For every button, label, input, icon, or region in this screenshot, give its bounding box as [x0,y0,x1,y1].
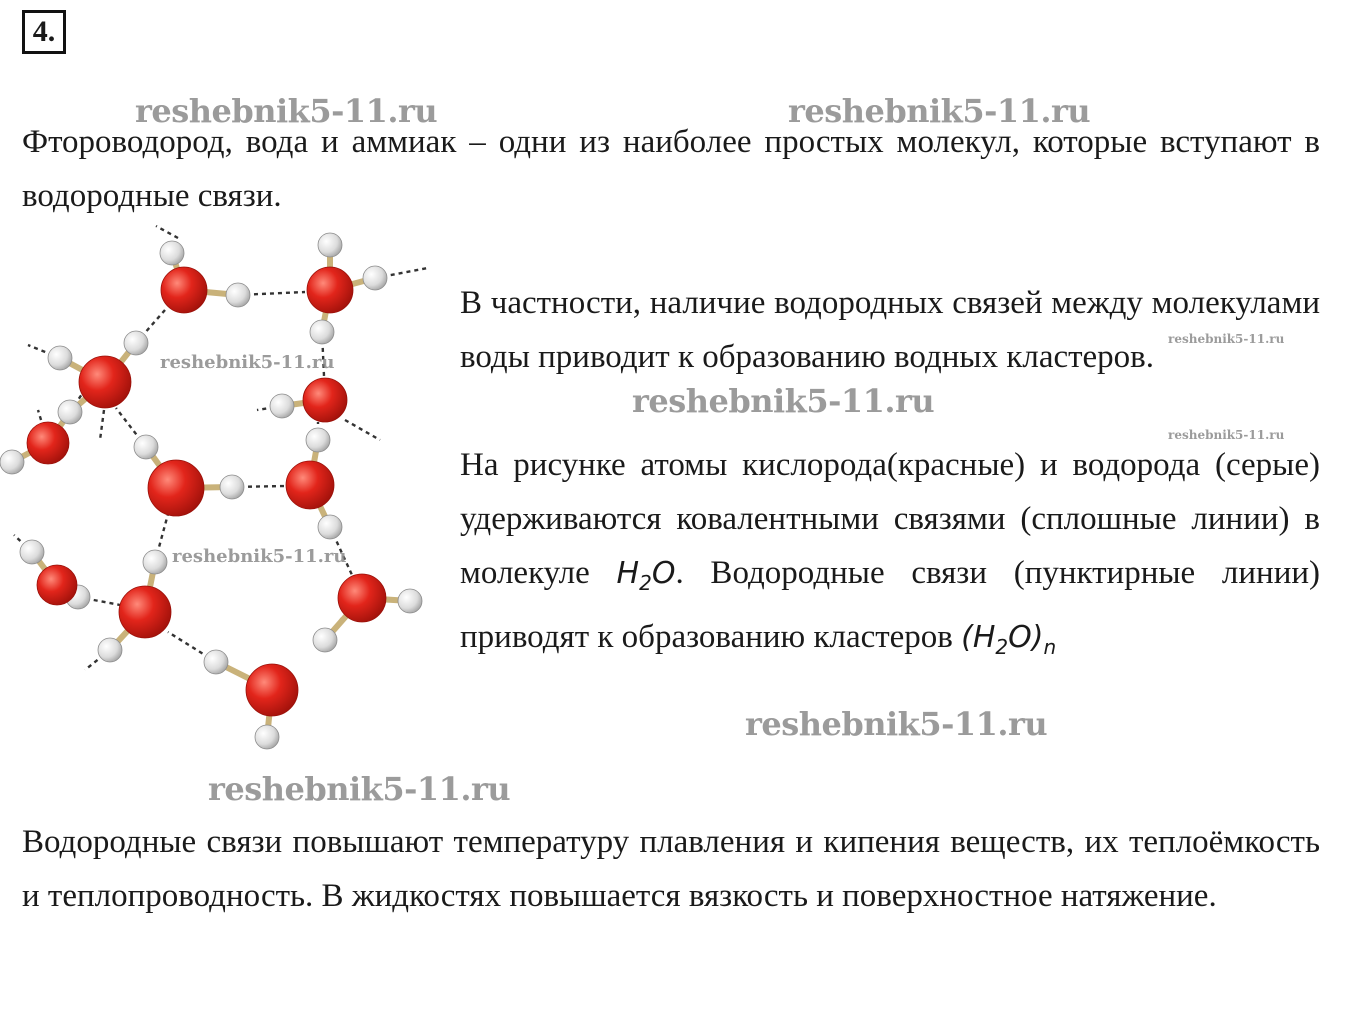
hydrogen-atom [220,475,244,499]
watermark: reshebnik5-11.ru [160,352,335,373]
hydrogen-atom [318,233,342,257]
hydrogen-bond-line [156,226,178,238]
task-number: 4. [22,10,66,54]
watermark: reshebnik5-11.ru [208,770,511,808]
oxygen-atom [37,565,77,605]
hydrogen-atom [318,515,342,539]
clusters-paragraph: В частности, наличие водородных связей между молекулами воды приводит к образованию водных кластеров. [460,285,1320,375]
hydrogen-atom [313,628,337,652]
oxygen-atom [303,378,347,422]
hydrogen-bond-line [345,420,380,440]
watermark: reshebnik5-11.ru [135,92,438,130]
water-cluster-figure [0,222,440,752]
hydrogen-atom [20,540,44,564]
hydrogen-atom [124,331,148,355]
figure-text-start: На рисунке атомы кислорода(красные) и водорода (серые) удерживаются ковалентными связями (сплошные линии) в молекуле [460,447,1320,591]
figure-description-paragraph [460,438,1320,674]
watermark: reshebnik5-11.ru [632,382,935,420]
hydrogen-atom [143,550,167,574]
cluster-formula: $(H_2O)_n$ [961,620,1057,659]
oxygen-atom [119,586,171,638]
hydrogen-atom [204,650,228,674]
properties-paragraph: Водородные связи повышают температуру плавления и кипения веществ, их теплоёмкость и теплопроводность. В жидкостях повышается вязкость и поверхностное натяжение. [22,824,1320,914]
watermark: reshebnik5-11.ru [172,546,347,567]
watermark: reshebnik5-11.ru [1168,428,1285,442]
hydrogen-atom [48,346,72,370]
hydrogen-atom [160,241,184,265]
hydrogen-atom [398,589,422,613]
watermark: reshebnik5-11.ru [745,705,1048,743]
oxygen-atom [286,461,334,509]
hydrogen-atom [0,450,24,474]
water-formula: $H_2O$ [616,556,676,595]
hydrogen-bond-line [100,410,104,440]
oxygen-atom [79,356,131,408]
hydrogen-atom [310,320,334,344]
hydrogen-atom [270,394,294,418]
oxygen-atom [307,267,353,313]
hydrogen-atom [306,428,330,452]
hydrogen-atom [134,435,158,459]
oxygen-atom [161,267,207,313]
oxygen-atom [148,460,204,516]
hydrogen-atom [226,283,250,307]
figure-text-middle: . Водородные связи (пунктирные линии) приводят к образованию кластеров [460,555,1321,655]
watermark: reshebnik5-11.ru [1168,332,1285,346]
hydrogen-atom [98,638,122,662]
oxygen-atom [246,664,298,716]
intro-paragraph: Фтороводород, вода и аммиак – одни из наиболее простых молекул, которые вступают в водородные связи. [22,124,1320,214]
hydrogen-atom [58,400,82,424]
watermark: reshebnik5-11.ru [788,92,1091,130]
oxygen-atom [338,574,386,622]
oxygen-atom [27,422,69,464]
hydrogen-atom [363,266,387,290]
hydrogen-atom [255,725,279,749]
